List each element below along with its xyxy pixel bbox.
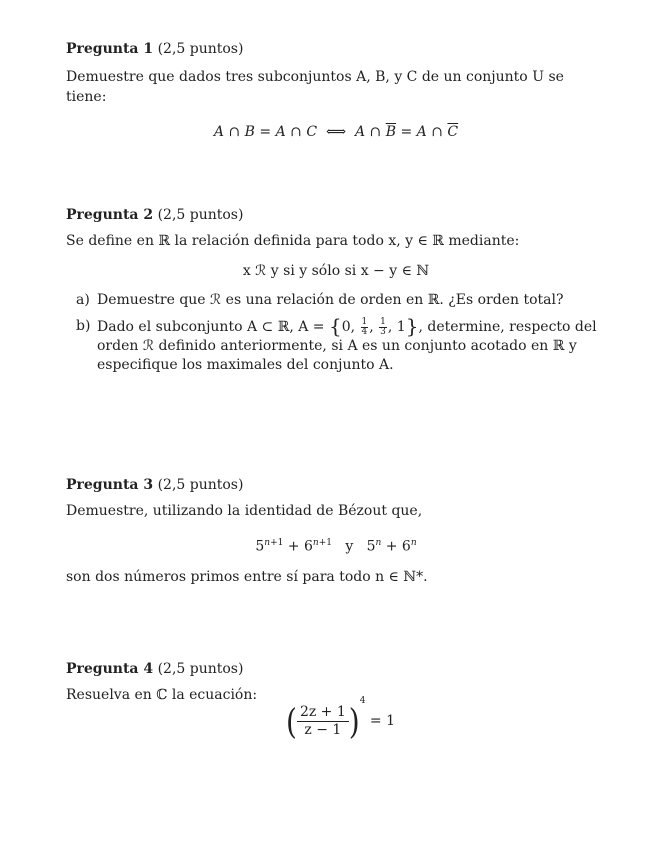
question-4-statement: Resuelva en ℂ la ecuación: xyxy=(66,687,258,703)
question-2-item-a: a) Demuestre que ℛ es una relación de orden en ℝ. ¿Es orden total? xyxy=(76,292,564,308)
question-3-expression: $5^{n+1} + 6^{n+1}$ y $5^n + 6^n$ xyxy=(255,538,417,555)
question-1-statement: Demuestre que dados tres subconjuntos A, B, y C de un conjunto U se tiene: xyxy=(66,69,564,105)
question-2-title: Pregunta 2 (2,5 puntos) xyxy=(66,207,244,223)
question-4-equation: ( $\frac{2z + 1}{z - 1}$ )$^4$ = 1 xyxy=(286,696,395,742)
question-1 xyxy=(66,40,606,142)
question-2-relation: x ℛ y si y sólo si x − y ∈ ℕ xyxy=(242,263,430,279)
question-4-title: Pregunta 4 (2,5 puntos) xyxy=(66,661,244,677)
question-1-title: Pregunta 1 (2,5 puntos) xyxy=(66,41,244,57)
question-3-statement: Demuestre, utilizando la identidad de Bézout que, xyxy=(66,503,423,519)
question-3-title: Pregunta 3 (2,5 puntos) xyxy=(66,477,244,493)
question-2-statement: Se define en ℝ la relación definida para todo x, y ∈ ℝ mediante: xyxy=(66,233,520,249)
question-4 xyxy=(66,660,606,742)
question-3-conclusion: son dos números primos entre sí para todo n ∈ ℕ*. xyxy=(66,568,428,585)
set-A-definition: {0, $\frac{1}{4}$ , $\frac{1}{3}$ , 1} xyxy=(328,314,419,338)
question-2-item-b: b) Dado el subconjunto A ⊂ ℝ, A = {0, $\frac{1}{4}$ , $\frac{1}{3}$ , 1}, determine, respecto del orden ℛ definido anteriormente, si A es un conjunto acotado en ℝ y especifique los maximales del conjunto A. xyxy=(76,314,597,373)
question-1-equation: A ∩ B = A ∩ C ⟺ A ∩ $\overline{B} = A$ ∩ $\overline{C}$ xyxy=(213,124,459,140)
question-3 xyxy=(66,476,606,587)
question-2 xyxy=(66,206,606,375)
